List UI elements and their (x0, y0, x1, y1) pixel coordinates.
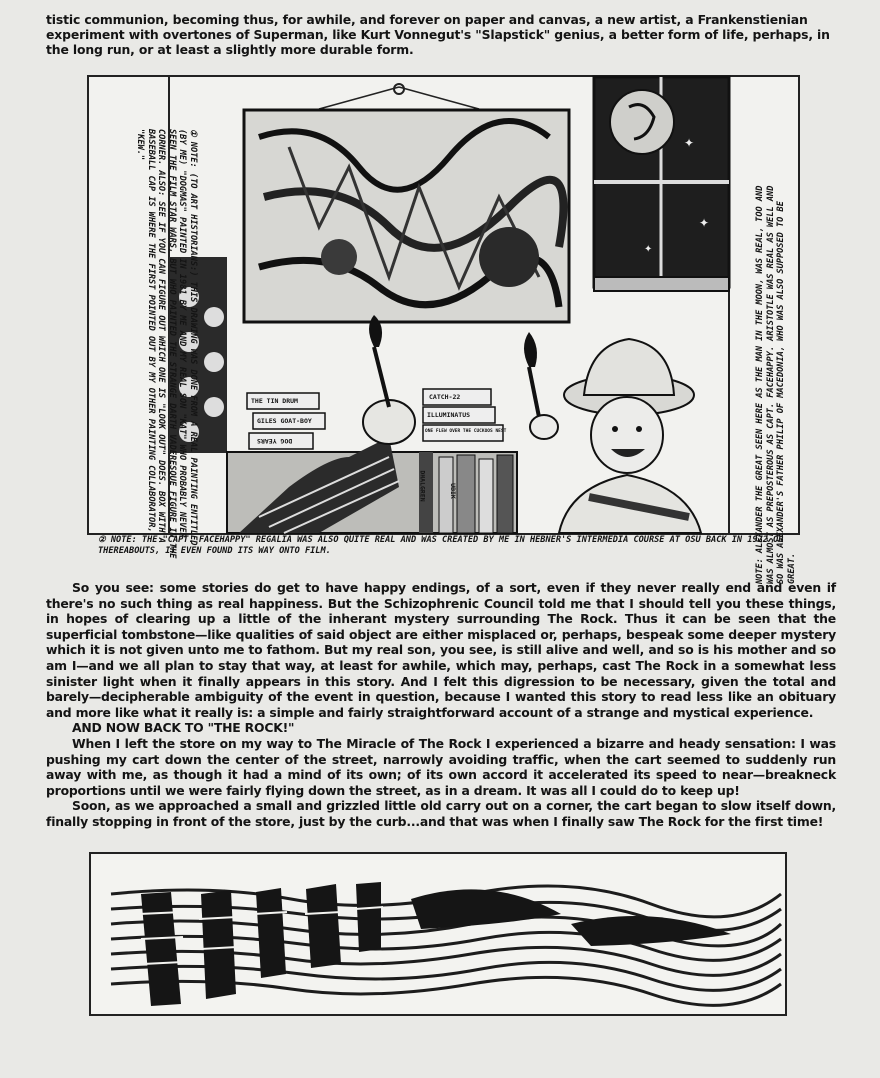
right-margin-note: NOTE: ALEXANDER THE GREAT SEEN HERE AS THE MAN IN THE MOON, WAS REAL, TOO AND WAS ALMOST AS PREPOSTEROUS AS CAPT. FACEHAPPY. ARISTOTLE WAS REAL AS WELL AND SO WAS ALEXANDER'S FATHER PHILIP OF MACEDONIA, WHO WAS ALSO SUPPOSED TO BE GREAT. (755, 185, 797, 584)
story-body (46, 580, 836, 830)
book-label-catch-22: CATCH-22 (429, 393, 461, 401)
child-in-pith-helmet (524, 332, 701, 533)
rock-woodcut-illustration (91, 854, 785, 1014)
intro-paragraph: tistic communion, becoming thus, for awhile, and forever on paper and canvas, a new artist, a Frankenstienian experiment with overtones of Superman, like Kurt Vonnegut's "Slapstick" genius, a better form of life, perhaps, in the long run, or at least a slightly more durable form. (46, 12, 830, 57)
book-label-giles-goat-boy: GILES GOAT-BOY (257, 417, 312, 425)
section-heading: AND NOW BACK TO "THE ROCK!" (72, 720, 295, 736)
svg-text:✦: ✦ (684, 136, 695, 150)
book-label-cuckoos-nest: ONE FLEW OVER THE CUCKOOS NEST (425, 429, 507, 434)
book-label-ubik: UBIK (448, 483, 457, 499)
left-margin-note: ① NOTE: (TO ART HISTORIANS:) THIS DRAWING WAS DONE FROM A REAL PAINTING ENTITLED (BY ME) "DOGMAS" PAINTED IN 1981 BY ME AND MY REAL SON "KAT" WHO PROBABLY NEVER SEEN THE FILM STAR WARS, BUT WHO PAINTED THE STRANGE DARTH VADERESQUE FIGURE IN THE CORNER. ALSO: SEE IF YOU CAN FIGURE OUT WHICH ONE IS "LOOK OUT" DOES. BOX WITH A BASEBALL CAP IS WHERE THE FIRST POINTED OUT BY MY OTHER PAINTING COLLABORATOR, "KEW." (135, 129, 198, 559)
body-paragraph-1: So you see: some stories do get to have happy endings, of a sort, even if they never really end and even if there's no such thing as real happiness. But the Schizophrenic Council told me that I should tell you these things, in hopes of clearing up a little of the inherant mystery surrounding The Rock. Thus it can be seen that the superficial tombstone—like qualities of said object are either misplaced or, perhaps, bespeak some deeper mystery which it is not given unto me to fathom. But my real son, you see, is still alive and well, and so is his mother and so am I—and we all plan to stay that way, at least for awhile, which may, perhaps, cast The Rock in a somewhat less sinister light when it finally appears in this story. And I felt this digression to be necessary, given the total and barely—decipherable ambiguity of the event in question, because I wanted this story to read less like an obituary and more like what it really is: a simple and fairly straightforward account of a strange and mystical experience. (46, 580, 836, 720)
book-label-illuminatus: ILLUMINATUS (427, 411, 471, 419)
body-paragraph-2: When I left the store on my way to The Miracle of The Rock I experienced a bizarre and heady sensation: I was pushing my cart down the center of the street, narrowly avoiding traffic, when the cart seemed to suddenly run away with me, as though it had a mind of its own; of its own accord it accelerated its speed to near—breakneck proportions until we were fairly flying down the street, as in a dream. It was all I could do to keep up! (46, 735, 836, 798)
book-label-tin-drum: THE TIN DRUM (251, 397, 298, 405)
painting-frame (244, 84, 569, 322)
book-label-dog-years: DOG YEARS (257, 437, 293, 445)
rock-illustration-panel (89, 852, 787, 1016)
body-paragraph-3: Soon, as we approached a small and grizzled little old carry out on a corner, the cart began to slow itself down, finally stopping in front of the store, just by the curb...and that was when I finally saw The Rock for the first time! (46, 798, 836, 829)
svg-text:✦: ✦ (699, 216, 710, 230)
panel-caption: ② NOTE: THE "CAPT. FACEHAPPY" REGALIA WAS ALSO QUITE REAL AND WAS CREATED BY ME IN HEBNER'S INTERMEDIA COURSE AT OSU BACK IN 1972 OR THEREABOUTS, IT EVEN FOUND ITS WAY ONTO FILM. (98, 535, 784, 556)
svg-text:✦: ✦ (644, 244, 653, 255)
book-label-dhalgren: DHALGREN (418, 470, 427, 502)
night-window (594, 77, 729, 291)
